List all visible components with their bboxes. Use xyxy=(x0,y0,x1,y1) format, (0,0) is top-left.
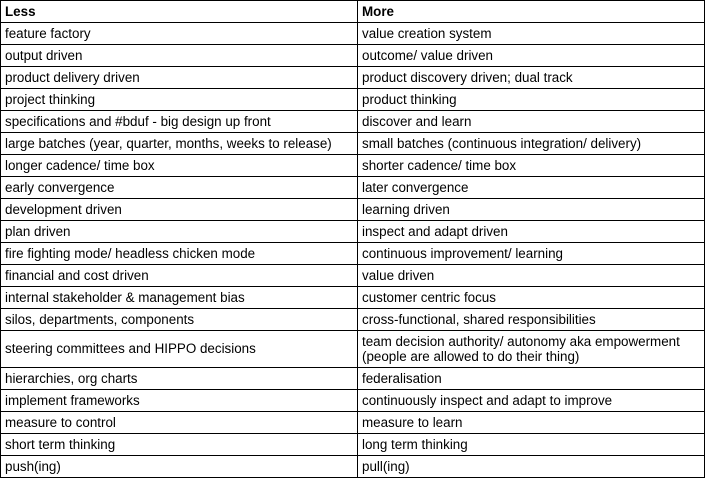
cell-more: federalisation xyxy=(358,368,705,390)
header-more: More xyxy=(358,1,705,23)
table-row xyxy=(1,390,705,412)
cell-more: measure to learn xyxy=(358,412,705,434)
table-row xyxy=(1,265,705,287)
table-row xyxy=(1,434,705,456)
table-row xyxy=(1,23,705,45)
cell-less: specifications and #bduf - big design up front xyxy=(1,111,358,133)
cell-more: shorter cadence/ time box xyxy=(358,155,705,177)
cell-less: measure to control xyxy=(1,412,358,434)
table-row xyxy=(1,177,705,199)
cell-more: continuous improvement/ learning xyxy=(358,243,705,265)
table-row xyxy=(1,45,705,67)
cell-more: value creation system xyxy=(358,23,705,45)
cell-more: learning driven xyxy=(358,199,705,221)
cell-more: small batches (continuous integration/ delivery) xyxy=(358,133,705,155)
cell-more: long term thinking xyxy=(358,434,705,456)
cell-less: implement frameworks xyxy=(1,390,358,412)
header-row xyxy=(1,1,705,23)
cell-less: early convergence xyxy=(1,177,358,199)
cell-more: team decision authority/ autonomy aka empowerment (people are allowed to do their thing) xyxy=(358,331,705,368)
cell-more: product discovery driven; dual track xyxy=(358,67,705,89)
cell-more: cross-functional, shared responsibilities xyxy=(358,309,705,331)
table-row xyxy=(1,331,705,368)
table-row xyxy=(1,89,705,111)
cell-more: pull(ing) xyxy=(358,456,705,478)
cell-more: outcome/ value driven xyxy=(358,45,705,67)
cell-less: internal stakeholder & management bias xyxy=(1,287,358,309)
cell-more: customer centric focus xyxy=(358,287,705,309)
table-row xyxy=(1,221,705,243)
table-row xyxy=(1,412,705,434)
cell-less: feature factory xyxy=(1,23,358,45)
cell-less: steering committees and HIPPO decisions xyxy=(1,331,358,368)
cell-less: fire fighting mode/ headless chicken mode xyxy=(1,243,358,265)
cell-less: project thinking xyxy=(1,89,358,111)
table-row xyxy=(1,67,705,89)
table-row xyxy=(1,456,705,478)
cell-less: silos, departments, components xyxy=(1,309,358,331)
table-row xyxy=(1,309,705,331)
cell-more: discover and learn xyxy=(358,111,705,133)
cell-less: large batches (year, quarter, months, weeks to release) xyxy=(1,133,358,155)
cell-less: plan driven xyxy=(1,221,358,243)
table-row xyxy=(1,111,705,133)
cell-less: financial and cost driven xyxy=(1,265,358,287)
cell-less: development driven xyxy=(1,199,358,221)
cell-more: product thinking xyxy=(358,89,705,111)
cell-less: hierarchies, org charts xyxy=(1,368,358,390)
table-row xyxy=(1,243,705,265)
table-row xyxy=(1,287,705,309)
table-row xyxy=(1,368,705,390)
cell-more: value driven xyxy=(358,265,705,287)
cell-more: inspect and adapt driven xyxy=(358,221,705,243)
table-row xyxy=(1,199,705,221)
cell-less: product delivery driven xyxy=(1,67,358,89)
cell-less: push(ing) xyxy=(1,456,358,478)
header-less: Less xyxy=(1,1,358,23)
cell-more: later convergence xyxy=(358,177,705,199)
table-row xyxy=(1,133,705,155)
cell-more: continuously inspect and adapt to improve xyxy=(358,390,705,412)
cell-less: longer cadence/ time box xyxy=(1,155,358,177)
cell-less: output driven xyxy=(1,45,358,67)
cell-less: short term thinking xyxy=(1,434,358,456)
table-row xyxy=(1,155,705,177)
